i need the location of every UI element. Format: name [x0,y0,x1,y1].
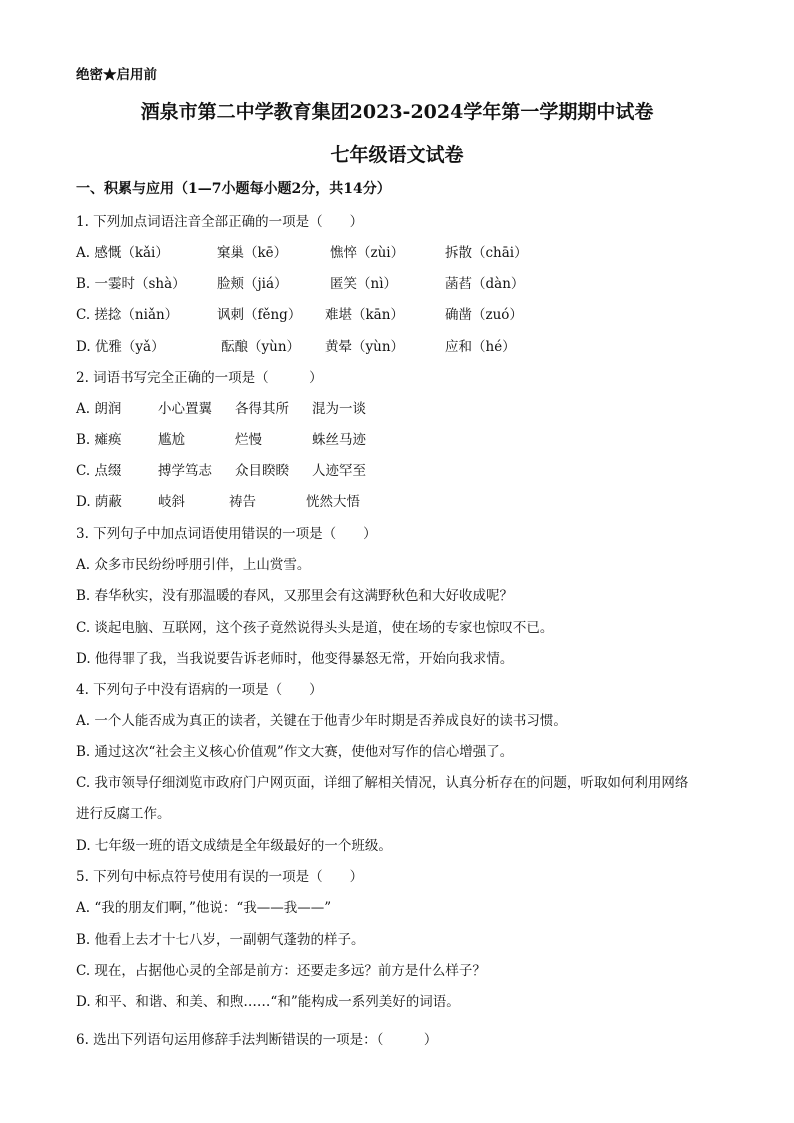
option-text: 确凿（zuó） [445,307,523,323]
question-4-stem: 4. 下列句子中没有语病的一项是（ ） [76,682,323,698]
option-text: 菡萏（dàn） [445,276,525,292]
option-text: 各得其所 [235,401,289,417]
option-text: 岐斜 [158,494,185,510]
question-4-option-b: B. 通过这次“社会主义核心价值观”作文大赛，使他对写作的信心增强了。 [76,744,514,760]
option-text: 讽刺（fěng） [217,307,302,323]
section-heading: 一、积累与应用（1—7小题每小题2分，共14分） [76,181,391,197]
question-4-option-d: D. 七年级一班的语文成绩是全年级最好的一个班级。 [76,838,392,854]
option-text: 黄晕（yùn） [325,339,405,355]
option-text: 憔悴（zùi） [330,245,405,261]
confidential-mark: 绝密★启用前 [76,67,157,83]
option-text: 小心置翼 [158,401,212,417]
option-text: D. 优雅（yǎ） [76,339,165,355]
question-4-option-a: A. 一个人能否成为真正的读者，关键在于他青少年时期是否养成良好的读书习惯。 [76,713,567,729]
option-text: 众目睽睽 [235,463,289,479]
option-text: 恍然大悟 [306,494,360,510]
question-5-stem: 5. 下列句中标点符号使用有误的一项是（ ） [76,869,364,885]
option-text: 蛛丝马迹 [312,432,366,448]
option-text: C. 点缀 [76,463,122,479]
question-3-option-c: C. 谈起电脑、互联网，这个孩子竟然说得头头是道，使在场的专家也惊叹不已。 [76,620,554,636]
option-text: 难堪（kān） [325,307,404,323]
question-3-stem: 3. 下列句子中加点词语使用错误的一项是（ ） [76,526,377,542]
option-text: 烂慢 [235,432,262,448]
option-text: 人迹罕至 [312,463,366,479]
question-5-option-c: C. 现在，占据他心灵的全部是前方：还要走多远？前方是什么样子？ [76,963,486,979]
option-text: C. 搓捻（niǎn） [76,307,179,323]
option-text: 尴尬 [158,432,185,448]
option-text: D. 荫蔽 [76,494,122,510]
exam-subtitle: 七年级语文试卷 [330,144,464,166]
question-2-stem: 2. 词语书写完全正确的一项是（ ） [76,370,323,386]
question-4-option-c: C. 我市领导仔细浏览市政府门户网页面，详细了解相关情况，认真分析存在的问题，听取如何利用网络 [76,775,689,791]
question-3-option-a: A. 众多市民纷纷呼朋引伴，上山赏雪。 [76,557,311,573]
option-text: 脸颊（jiá） [217,276,288,292]
question-6-stem: 6. 选出下列语句运用修辞手法判断错误的一项是：（ ） [76,1032,438,1048]
option-text: 搏学笃志 [158,463,212,479]
option-text: 窠巢（kē） [217,245,288,261]
option-text: 祷告 [229,494,256,510]
question-5-option-b: B. 他看上去才十七八岁，一副朝气蓬勃的样子。 [76,932,365,948]
option-text: B. 一霎时（shà） [76,276,186,292]
option-text: 匿笑（nì） [330,276,398,292]
option-text: B. 瘫痪 [76,432,122,448]
option-text: A. 朗润 [76,401,122,417]
option-text: 应和（hé） [445,339,516,355]
question-3-option-b: B. 春华秋实，没有那温暖的春风，又那里会有这满野秋色和大好收成呢？ [76,588,514,604]
question-5-option-d: D. 和平、和谐、和美、和煦……“和”能构成一系列美好的词语。 [76,994,460,1010]
option-text: A. 感慨（kǎi） [76,245,169,261]
question-5-option-a: A. “我的朋友们啊，”他说：“我——我——” [76,900,332,916]
question-4-option-c-continued: 进行反腐工作。 [76,806,171,822]
option-text: 拆散（chāi） [445,245,528,261]
option-text: 混为一谈 [312,401,366,417]
option-text: 酝酿（yùn） [221,339,301,355]
exam-title: 酒泉市第二中学教育集团2023-2024学年第一学期期中试卷 [140,101,654,123]
question-3-option-d: D. 他得罪了我，当我说要告诉老师时，他变得暴怒无常，开始向我求情。 [76,651,514,667]
question-1-stem: 1. 下列加点词语注音全部正确的一项是（ ） [76,214,364,230]
